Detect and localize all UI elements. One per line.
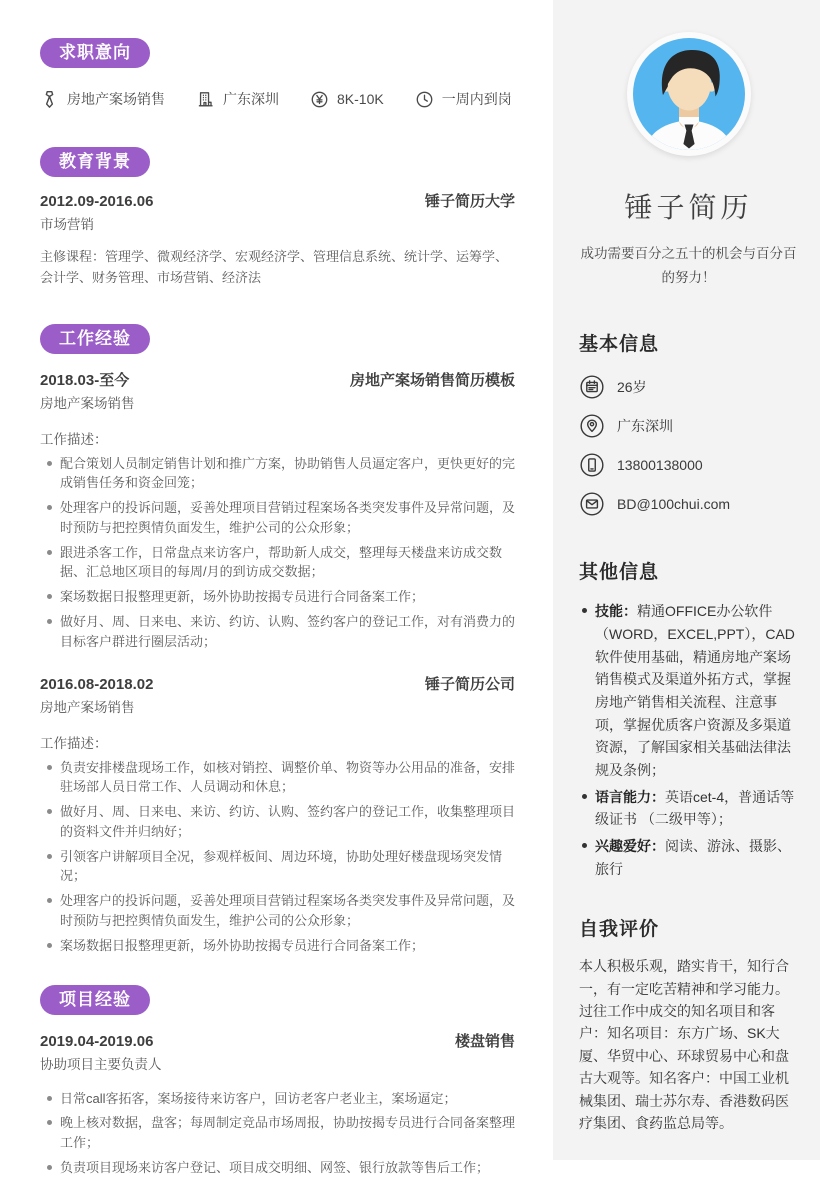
sidebar-title-self-evaluation: 自我评价 [579, 919, 660, 941]
other-info-item [595, 786, 798, 831]
other-info-item [595, 835, 798, 880]
work-entry-header [40, 369, 515, 390]
info-city: 广东深圳 [617, 418, 673, 435]
clock-icon [415, 90, 434, 109]
job-intent-row [40, 89, 515, 109]
section-project [40, 985, 515, 1177]
work-bullet-list [40, 454, 515, 652]
education-header [40, 190, 515, 211]
other-info-item [595, 600, 798, 781]
other-info-text: 精通OFFICE办公软件（WORD，EXCEL,PPT），CAD软件使用基础，精通房地产案场销售模式及渠道外拓方式，掌握房地产销售相关流程、注意事项，掌握优质客户资源及多渠道资源，了解国家相关基础法律法规及条例； [595, 603, 795, 778]
work-bullet: 负责安排楼盘现场工作，如核对销控、调整价单、物资等办公用品的准备，安排驻场部人员日常工作、人员调动和休息； [60, 758, 515, 798]
motto: 成功需要百分之五十的机会与百分百的努力！ [580, 246, 797, 285]
work-bullet: 案场数据日报整理更新，场外协助按揭专员进行合同备案工作； [60, 936, 515, 956]
section-badge-work: 工作经验 [40, 324, 150, 354]
info-row-email [579, 491, 798, 517]
work-entry-header [40, 673, 515, 694]
section-education [40, 147, 515, 288]
intent-item-position [40, 89, 165, 109]
other-info-list [579, 600, 798, 880]
sidebar [553, 0, 820, 1160]
info-phone: 13800138000 [617, 457, 703, 474]
calendar-icon [579, 374, 605, 400]
section-badge-intent: 求职意向 [40, 38, 150, 68]
phone-icon [579, 452, 605, 478]
project-name: 楼盘销售 [454, 1033, 515, 1051]
education-entry [40, 190, 515, 288]
work-company: 房地产案场销售简历模板 [349, 372, 515, 390]
project-period: 2019.04-2019.06 [40, 1033, 154, 1051]
work-entry [40, 369, 515, 651]
info-row-city [579, 413, 798, 439]
sidebar-title-other-info: 其他信息 [579, 562, 660, 584]
other-info-text: 英语cet-4，普通话等级证书 （二级甲等）； [595, 788, 795, 828]
other-info-label: 技能： [595, 603, 637, 620]
tie-icon [40, 90, 59, 109]
project-bullet: 晚上核对数据，盘客；每周制定竞品市场周报，协助按揭专员进行合同备案整理工作； [60, 1113, 515, 1153]
work-period: 2016.08-2018.02 [40, 676, 154, 694]
basic-info-list [579, 374, 798, 517]
section-badge-project: 项目经验 [40, 985, 150, 1015]
work-bullet: 做好月、周、日来电、来访、约访、认购、签约客户的登记工作，收集整理项目的资料文件并归纳好； [60, 802, 515, 842]
work-bullet: 跟进杀客工作，日常盘点来访客户，帮助新人成交，整理每天楼盘来访成交数据、汇总地区项目的每周/月的到访成交数据； [60, 543, 515, 583]
education-school: 锤子简历大学 [424, 193, 515, 210]
project-bullet: 负责项目现场来访客户登记、项目成交明细、网签、银行放款等售后工作； [60, 1158, 515, 1178]
avatar-illustration [633, 38, 745, 150]
intent-salary-label: 8K-10K [337, 91, 384, 107]
other-info-text: 阅读、游泳、摄影、旅行 [595, 837, 791, 877]
other-info-label: 语言能力： [595, 788, 665, 805]
work-role: 房地产案场销售 [40, 396, 135, 412]
intent-item-salary [310, 90, 384, 109]
info-row-age [579, 374, 798, 400]
work-period: 2018.03-至今 [40, 372, 130, 390]
work-desc-label: 工作描述： [40, 735, 108, 751]
work-bullet-list [40, 758, 515, 956]
intent-item-availability [415, 89, 512, 109]
intent-availability-label: 一周内到岗 [441, 91, 512, 107]
work-bullet: 处理客户的投诉问题，妥善处理项目营销过程案场各类突发事件及异常问题，及时预防与把控舆情负面发生，维护公司的公众形象； [60, 498, 515, 538]
work-bullet: 配合策划人员制定销售计划和推广方案，协助销售人员逼定客户，更快更好的完成销售任务和资金回笼； [60, 454, 515, 494]
work-bullet: 案场数据日报整理更新，场外协助按揭专员进行合同备案工作； [60, 587, 515, 607]
work-entry [40, 673, 515, 955]
work-company: 锤子简历公司 [424, 676, 515, 694]
work-bullet: 做好月、周、日来电、来访、约访、认购、签约客户的登记工作，对有消费力的目标客户群进行圈层活动； [60, 612, 515, 652]
intent-city-label: 广东深圳 [223, 91, 279, 107]
building-icon [196, 90, 215, 109]
person-name: 锤子简历 [624, 192, 753, 223]
info-email: BD@100chui.com [617, 496, 731, 513]
work-desc-label: 工作描述： [40, 431, 108, 447]
work-bullet: 引领客户讲解项目全况，参观样板间、周边环境，协助处理好楼盘现场突发情况； [60, 847, 515, 887]
info-age: 26岁 [617, 379, 647, 396]
self-evaluation-text: 本人积极乐观，踏实肯干，知行合一，有一定吃苦精神和学习能力。过往工作中成交的知名项目和客户：知名项目：东方广场、SK大厦、华贸中心、环球贸易中心和盘古大观等。知名客户：中国工业机械集团、瑞士苏尔寿、香港数码医疗集团、食药监总局等。 [579, 958, 789, 1132]
yuan-icon [310, 90, 329, 109]
avatar [627, 32, 751, 156]
education-courses: 主修课程：管理学、微观经济学、宏观经济学、管理信息系统、统计学、运筹学、会计学、财务管理、市场营销、经济法 [40, 249, 509, 286]
location-icon [579, 413, 605, 439]
section-badge-education: 教育背景 [40, 147, 150, 177]
education-major: 市场营销 [40, 217, 94, 232]
project-bullet: 日常call客拓客，案场接待来访客户，回访老客户老业主，案场逼定； [60, 1089, 515, 1109]
sidebar-title-basic-info: 基本信息 [579, 334, 660, 356]
work-bullet: 处理客户的投诉问题，妥善处理项目营销过程案场各类突发事件及异常问题，及时预防与把控舆情负面发生，维护公司的公众形象； [60, 891, 515, 931]
other-info-label: 兴趣爱好： [595, 837, 665, 854]
project-bullet-list [40, 1089, 515, 1178]
intent-item-city [196, 89, 279, 109]
info-row-phone [579, 452, 798, 478]
section-work [40, 324, 515, 955]
intent-position-label: 房地产案场销售 [67, 91, 165, 107]
work-role: 房地产案场销售 [40, 700, 135, 716]
project-header [40, 1030, 515, 1051]
project-entry [40, 1030, 515, 1177]
mail-icon [579, 491, 605, 517]
project-role: 协助项目主要负责人 [40, 1057, 162, 1073]
education-period: 2012.09-2016.06 [40, 193, 154, 210]
